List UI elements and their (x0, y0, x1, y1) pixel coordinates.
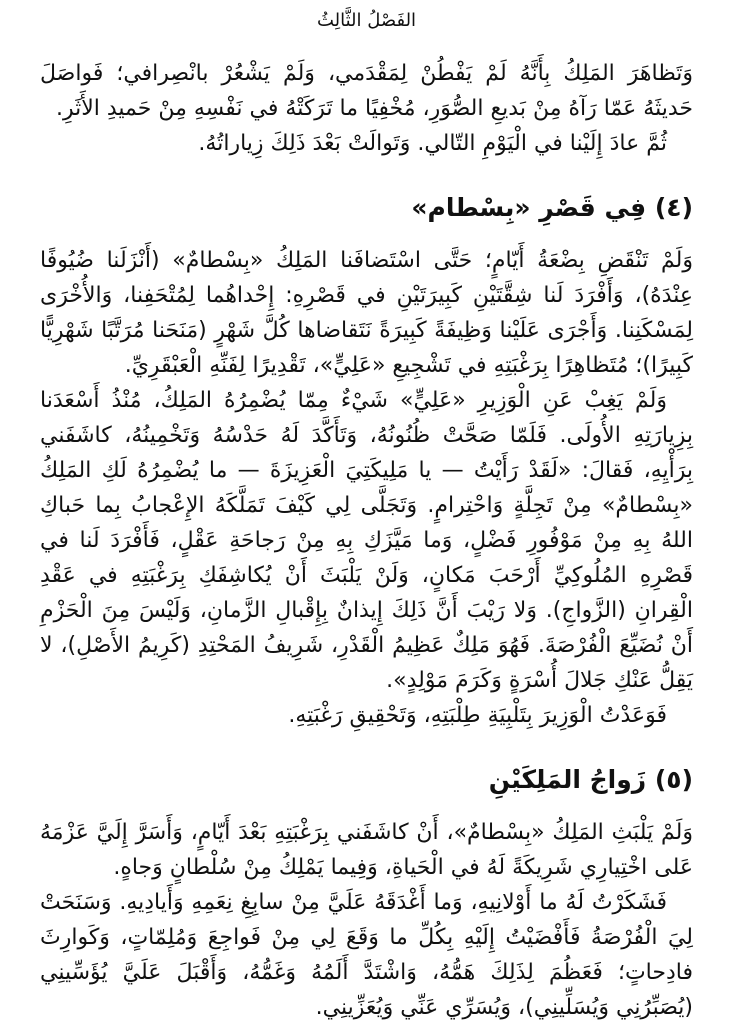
section-body (40, 815, 693, 1025)
section-body (40, 243, 693, 733)
section-paragraph: فَشَكَرْتُ لَهُ ما أَوْلانِيهِ، وَما أَغْدَقَهُ عَلَيَّ مِنْ سابِغِ نِعَمِهِ وَأَيادِيهِ. وَسَنَحَتْ لِيَ الْفُرْصَةُ فَأَفْضَيْتُ إِلَيْهِ بِكُلِّ ما وَقَعَ لِي مِنْ فَواجِعَ وَمُلِمّاتٍ، وَكَوارِثَ فادِحاتٍ؛ فَعَظُمَ لِذَلِكَ هَمُّهُ، وَاشْتَدَّ أَلَمُهُ وَغَمُّهُ، وَأَقْبَلَ عَلَيَّ يُؤَسِّينِي (يُصَبِّرُنِي وَيُسَلِّينِي)، وَيُسَرِّي عَنِّي وَيُعَزِّينِي. (40, 890, 693, 1020)
chapter-title: الفَصْلُ الثَّالِثُ (316, 10, 417, 31)
intro-text (40, 56, 693, 161)
section-paragraph: وَلَمْ تَنْقَضِ بِضْعَةُ أَيّامٍ؛ حَتَّى اسْتَضافَنا المَلِكُ «بِسْطامٌ» (أَنْزَلَنا ضُيُوفًا عِنْدَهُ)، وَأَفْرَدَ لَنا شِقَّتَيْنِ كَبِيرَتَيْنِ في قَصْرِهِ: إِحْداهُما لِمُتْحَفِنا، وَالأُخْرَى لِمَسْكَنِنا. وَأَجْرَى عَلَيْنا وَظِيفَةً كَبِيرَةً نَتَقاضاها كُلَّ شَهْرٍ (مَنَحَنا مُرَتَّبًا شَهْرِيًّا كَبِيرًا)؛ مُتَظاهِرًا بِرَغْبَتِهِ في تَشْجِيعِ «عَلِيٍّ»، تَقْدِيرًا لِفَنِّهِ الْعَبْقَرِيِّ. (40, 248, 693, 378)
section-paragraph: فَوَعَدْتُ الْوَزِيرَ بِتَلْبِيَةِ طِلْبَتِهِ، وَتَحْقِيقِ رَغْبَتِهِ. (288, 703, 667, 728)
section-paragraph: وَلَمْ يَغِبْ عَنِ الْوَزِيرِ «عَلِيٍّ» شَيْءٌ مِمّا يُضْمِرُهُ المَلِكُ، مُنْذُ أَسْعَدَنا بِزِيارَتِهِ الأُولَى. فَلَمّا صَحَّتْ ظُنُونُهُ، وَتَأَكَّدَ لَهُ حَدْسُهُ وَتَخْمِينُهُ، كاشَفَني بِرَأْيِهِ، فَقالَ: «لَقَدْ رَأَيْتُ — يا مَلِيكَتِيَ الْعَزِيزَةَ — ما يُضْمِرُهُ لَكِ المَلِكُ «بِسْطامٌ» مِنْ تَجِلَّةٍ وَاحْتِرامٍ. وَتَجَلَّى لِي كَيْفَ تَمَلَّكَهُ الإِعْجابُ بِما حَباكِ اللهُ بِهِ مِنْ مَوْفُورِ فَضْلٍ، وَما مَيَّزَكِ بِهِ مِنْ رَجاحَةِ عَقْلٍ، فَأَفْرَدَ لَنا في قَصْرِهِ المُلُوكِيِّ أَرْحَبَ مَكانٍ، وَلَنْ يَلْبَثَ أَنْ يُكاشِفَكِ بِرَغْبَتِهِ في عَقْدِ الْقِرانِ (الزَّواجِ). وَلا رَيْبَ أَنَّ ذَلِكَ إِيذانٌ بِإِقْبالِ الزَّمانِ، وَلَيْسَ مِنَ الْحَزْمِ أَنْ نُضَيِّعَ الْفُرْصَةَ. فَهُوَ مَلِكٌ عَظِيمُ الْقَدْرِ، شَرِيفُ المَحْتِدِ (كَرِيمُ الأَصْلِ)، لا يَقِلُّ عَنْكِ جَلالَ أُسْرَةٍ وَكَرَمَ مَوْلِدٍ». (40, 388, 693, 693)
section-heading: (٥) زَواجُ المَلِكَيْنِ (488, 765, 693, 794)
intro-paragraph: وَتَظاهَرَ المَلِكُ بِأَنَّهُ لَمْ يَفْطُنْ لِمَقْدَمي، وَلَمْ يَشْعُرْ بانْصِرافي؛ فَواصَلَ حَديثَهُ عَمّا رَآهُ مِنْ بَديعِ الصُّوَرِ، مُخْفِيًا ما تَرَكَتْهُ في نَفْسِهِ مِنْ حَميدِ الأَثَرِ. (40, 61, 693, 121)
section-paragraph: وَلَمْ يَلْبَثِ المَلِكُ «بِسْطامٌ»، أَنْ كاشَفَني بِرَغْبَتِهِ بَعْدَ أَيّامٍ، وَأَسَرَّ إِلَيَّ عَزْمَهُ عَلى اخْتِيارِي شَرِيكَةً لَهُ في الْحَياةِ، وَفِيما يَمْلِكُ مِنْ سُلْطانٍ وَجاهٍ. (40, 820, 693, 880)
intro-paragraph: ثُمَّ عادَ إِلَيْنا في الْيَوْمِ التّالي. وَتَوالَتْ بَعْدَ ذَلِكَ زِياراتُهُ. (198, 131, 667, 156)
section-heading: (٤) فِي قَصْرِ «بِسْطام» (411, 193, 693, 222)
